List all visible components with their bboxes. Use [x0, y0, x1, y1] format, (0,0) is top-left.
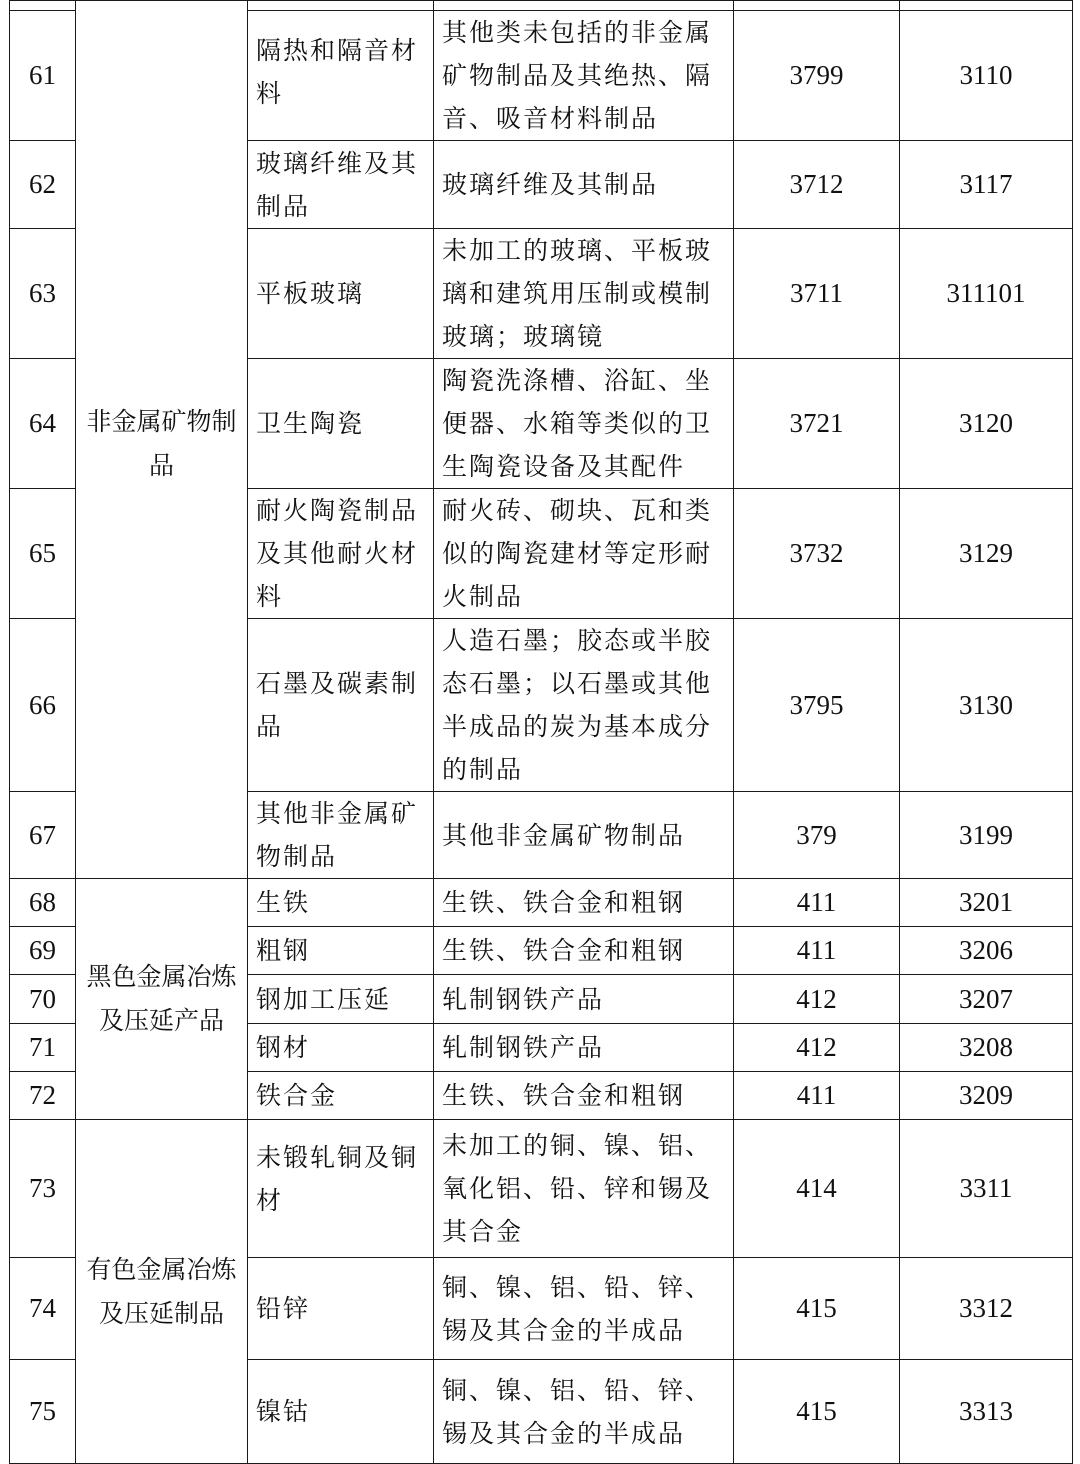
category-cell: 非金属矿物制品 — [76, 11, 248, 879]
industry-code: 3207 — [900, 975, 1073, 1024]
product-name: 未锻轧铜及铜材 — [248, 1120, 434, 1258]
row-number: 70 — [10, 975, 76, 1024]
cpc-code: 3799 — [734, 11, 900, 141]
product-description: 未加工的铜、镍、铝、氧化铝、铅、锌和锡及其合金 — [434, 1120, 734, 1258]
product-description: 耐火砖、砌块、瓦和类似的陶瓷建材等定形耐火制品 — [434, 489, 734, 619]
cpc-code: 411 — [734, 879, 900, 927]
stub-cell — [734, 1, 900, 11]
product-name: 生铁 — [248, 879, 434, 927]
row-number: 66 — [10, 619, 76, 792]
industry-code: 3129 — [900, 489, 1073, 619]
cpc-code: 3712 — [734, 141, 900, 229]
cpc-code: 3795 — [734, 619, 900, 792]
product-name: 卫生陶瓷 — [248, 359, 434, 489]
row-number: 73 — [10, 1120, 76, 1258]
cpc-code: 412 — [734, 975, 900, 1024]
row-number: 67 — [10, 792, 76, 879]
table-row — [10, 11, 1073, 141]
product-description: 人造石墨；胶态或半胶态石墨；以石墨或其他半成品的炭为基本成分的制品 — [434, 619, 734, 792]
product-description: 陶瓷洗涤槽、浴缸、坐便器、水箱等类似的卫生陶瓷设备及其配件 — [434, 359, 734, 489]
row-number: 74 — [10, 1258, 76, 1360]
industry-code: 3130 — [900, 619, 1073, 792]
product-name: 平板玻璃 — [248, 229, 434, 359]
cpc-code: 379 — [734, 792, 900, 879]
table-row — [10, 879, 1073, 927]
product-name: 铁合金 — [248, 1072, 434, 1120]
table-row — [10, 1120, 1073, 1258]
product-name: 铅锌 — [248, 1258, 434, 1360]
row-number: 64 — [10, 359, 76, 489]
product-name: 隔热和隔音材料 — [248, 11, 434, 141]
product-description: 铜、镍、铝、铅、锌、锡及其合金的半成品 — [434, 1258, 734, 1360]
row-number: 61 — [10, 11, 76, 141]
cpc-code: 414 — [734, 1120, 900, 1258]
product-description: 轧制钢铁产品 — [434, 1024, 734, 1072]
product-description: 其他非金属矿物制品 — [434, 792, 734, 879]
table-container — [9, 0, 1072, 1464]
product-name: 镍钴 — [248, 1360, 434, 1464]
cpc-code: 411 — [734, 1072, 900, 1120]
product-name: 玻璃纤维及其制品 — [248, 141, 434, 229]
row-number: 72 — [10, 1072, 76, 1120]
product-name: 钢材 — [248, 1024, 434, 1072]
product-name: 粗钢 — [248, 927, 434, 975]
category-cell: 有色金属冶炼及压延制品 — [76, 1120, 248, 1464]
row-number: 62 — [10, 141, 76, 229]
product-name: 石墨及碳素制品 — [248, 619, 434, 792]
industry-code: 3208 — [900, 1024, 1073, 1072]
industry-code: 3199 — [900, 792, 1073, 879]
product-description: 其他类未包括的非金属矿物制品及其绝热、隔音、吸音材料制品 — [434, 11, 734, 141]
product-description: 生铁、铁合金和粗钢 — [434, 1072, 734, 1120]
row-number: 65 — [10, 489, 76, 619]
stub-cell — [248, 1, 434, 11]
industry-code: 3312 — [900, 1258, 1073, 1360]
stub-cell — [434, 1, 734, 11]
industry-code: 3201 — [900, 879, 1073, 927]
row-number: 69 — [10, 927, 76, 975]
cpc-code: 3732 — [734, 489, 900, 619]
industry-code: 3313 — [900, 1360, 1073, 1464]
product-description: 铜、镍、铝、铅、锌、锡及其合金的半成品 — [434, 1360, 734, 1464]
stub-cell — [900, 1, 1073, 11]
row-number: 63 — [10, 229, 76, 359]
stub-cell — [76, 1, 248, 11]
product-description: 生铁、铁合金和粗钢 — [434, 927, 734, 975]
industry-code: 3117 — [900, 141, 1073, 229]
product-description: 轧制钢铁产品 — [434, 975, 734, 1024]
industry-code: 311101 — [900, 229, 1073, 359]
product-description: 未加工的玻璃、平板玻璃和建筑用压制或模制玻璃；玻璃镜 — [434, 229, 734, 359]
stub-cell — [10, 1, 76, 11]
product-description: 玻璃纤维及其制品 — [434, 141, 734, 229]
product-name: 其他非金属矿物制品 — [248, 792, 434, 879]
industry-code: 3206 — [900, 927, 1073, 975]
table-row-stub — [10, 1, 1073, 11]
cpc-code: 3721 — [734, 359, 900, 489]
row-number: 68 — [10, 879, 76, 927]
row-number: 71 — [10, 1024, 76, 1072]
cpc-code: 415 — [734, 1360, 900, 1464]
cpc-code: 412 — [734, 1024, 900, 1072]
cpc-code: 411 — [734, 927, 900, 975]
industry-code: 3120 — [900, 359, 1073, 489]
industry-code: 3110 — [900, 11, 1073, 141]
industry-code: 3209 — [900, 1072, 1073, 1120]
product-description: 生铁、铁合金和粗钢 — [434, 879, 734, 927]
row-number: 75 — [10, 1360, 76, 1464]
product-name: 钢加工压延 — [248, 975, 434, 1024]
product-name: 耐火陶瓷制品及其他耐火材料 — [248, 489, 434, 619]
industry-code: 3311 — [900, 1120, 1073, 1258]
category-cell: 黑色金属冶炼及压延产品 — [76, 879, 248, 1120]
cpc-code: 3711 — [734, 229, 900, 359]
product-code-table — [9, 0, 1073, 1464]
cpc-code: 415 — [734, 1258, 900, 1360]
